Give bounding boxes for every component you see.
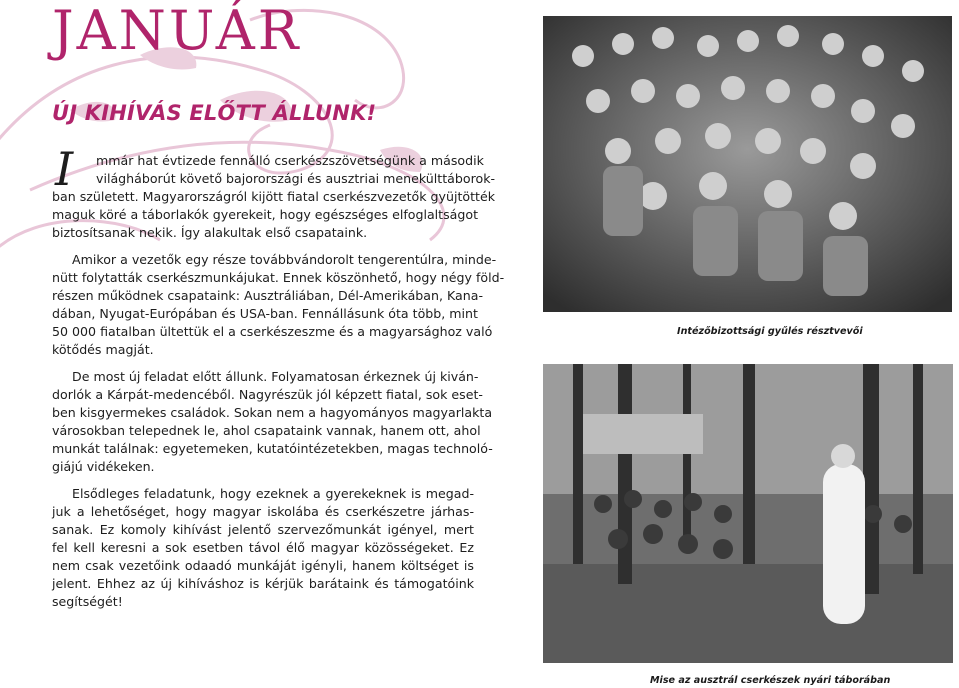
group-photo: [543, 16, 952, 312]
text-line: mmár hat évtizede fennálló cserkészszövetségünk a második: [96, 153, 484, 168]
photo-caption: Intézőbizottsági gyűlés résztvevői: [677, 326, 863, 337]
text-line: ban született. Magyarországról kijött fiatal cserkészvezetők gyüjtötték: [52, 189, 496, 204]
text-line: dában, Nyugat-Európában és USA-ban. Fennállásunk óta több, mint: [52, 306, 478, 321]
month-title: JANUÁR: [52, 0, 302, 62]
text-line: dorlók a Kárpát-medencéből. Nagyrészük jól képzett fiatal, sok eset-: [52, 387, 483, 402]
text-line: kötődés magját.: [52, 342, 154, 357]
text-line: Amikor a vezetők egy része továbbvándorolt tengerentúlra, minde-: [72, 252, 497, 267]
text-line: 50 000 fiatalban ültettük el a cserkészeszme és a magyarsághoz való: [52, 324, 493, 339]
text-line: fel kell keresni a sok esetben távol élő magyar közösségeket. Ez: [52, 540, 474, 555]
text-line: részen működnek csapataink: Ausztráliában, Dél-Amerikában, Kana-: [52, 288, 483, 303]
text-line: városokban telepednek le, ahol csapataink vannak, hanem ott, ahol: [52, 423, 481, 438]
text-line: Elsődleges feladatunk, hogy ezeknek a gyerekeknek is megad-: [72, 486, 474, 501]
text-line: jelent. Ehhez az új kihíváshoz is kérjük barátaink és támogatóink: [52, 576, 474, 591]
text-line: ben kisgyermekes családok. Sokan nem a hagyományos magyarlakta: [52, 405, 493, 420]
text-line: világháborút követő bajorországi és ausztriai menekülttáborok-: [96, 171, 496, 186]
text-line: biztosítsanak nekik. Így alakultak első csapataink.: [52, 225, 368, 240]
text-line: nem csak vezetőink odaadó munkáját igényli, hanem költséget is: [52, 558, 474, 573]
article-headline: ÚJ KIHÍVÁS ELŐTT ÁLLUNK!: [52, 101, 377, 125]
text-line: nütt folytatták cserkészmunkájukat. Ennek köszönhető, hogy négy föld-: [52, 270, 505, 285]
text-line: juk a lehetőséget, hogy magyar iskolába és cserkészetre járhas-: [52, 504, 474, 519]
text-line: maguk köré a táborlakók gyerekeit, hogy egészséges elfoglaltságot: [52, 207, 479, 222]
text-line: segítségét!: [52, 594, 123, 609]
drop-cap: I: [55, 142, 74, 196]
text-line: munkát találnak: egyetemeken, kutatóintézetekben, magas technoló-: [52, 441, 493, 456]
text-line: sanak. Ez komoly kihívást jelentő szervezőmunkát igényel, mert: [52, 522, 474, 537]
photo-caption: Mise az ausztrál cserkészek nyári táborában: [650, 675, 891, 686]
text-line: De most új feladat előtt állunk. Folyamatosan érkeznek új kiván-: [72, 369, 479, 384]
camp-mass-photo: [543, 364, 953, 663]
text-line: giájú vidékeken.: [52, 459, 155, 474]
